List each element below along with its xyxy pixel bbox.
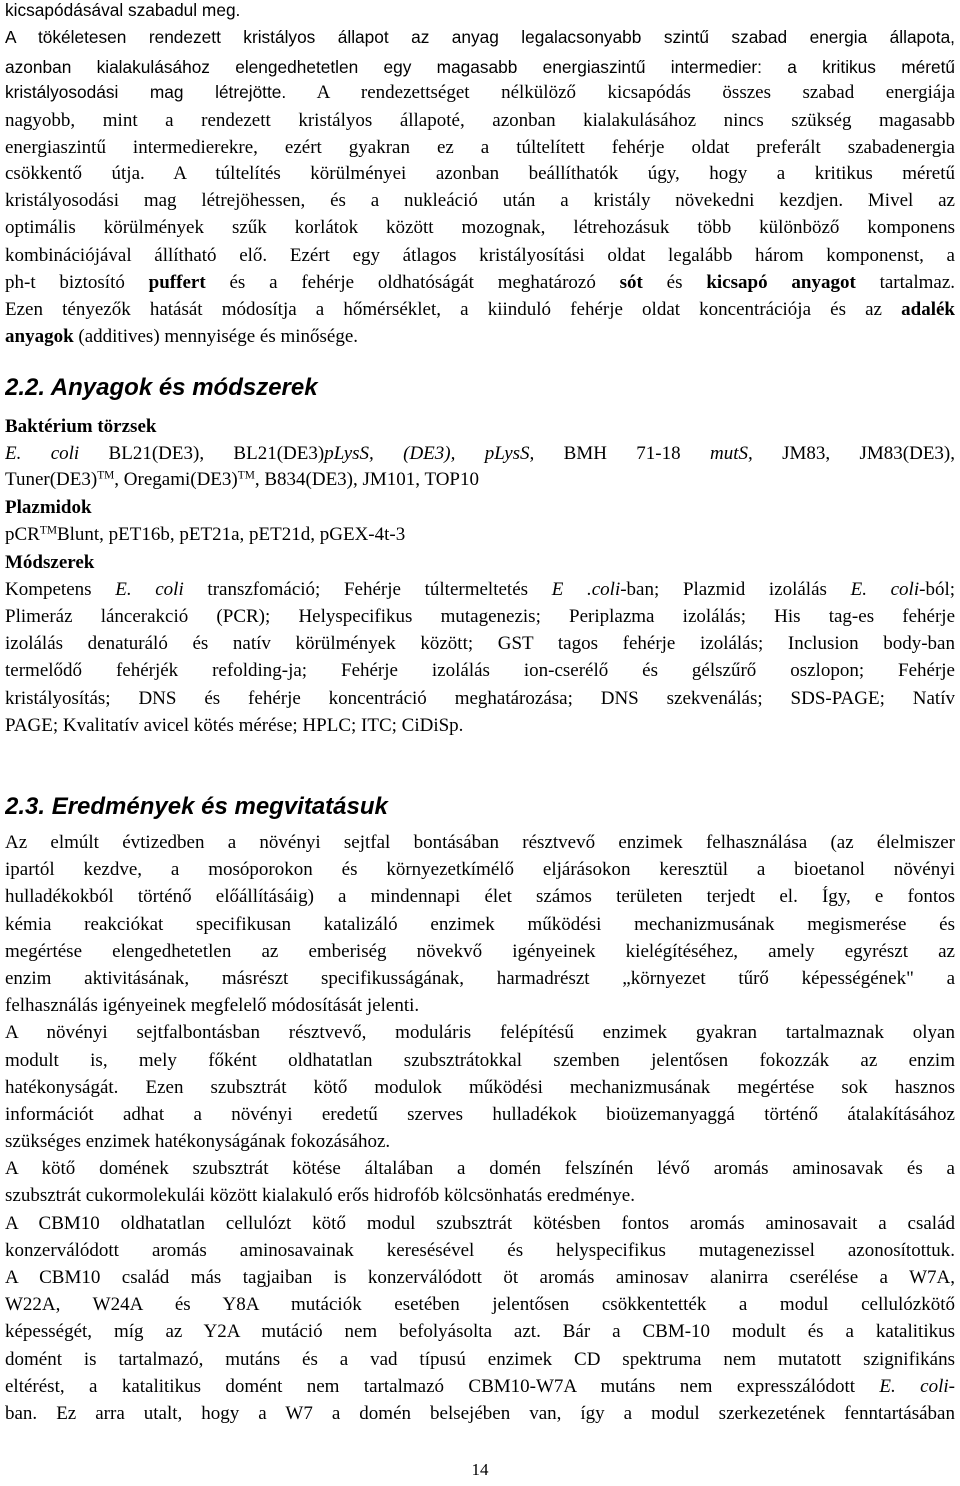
text-span: hulladékokból történő előállításáig) a mindennapi élet számos területen terjedt el. Így, e fontos: [5, 886, 955, 907]
text-span: -ból;: [919, 579, 955, 600]
text-span: A növényi sejtfalbontásban résztvevő, moduláris felépítésű enzimek gyakran tartalmaznak olyan: [5, 1022, 955, 1043]
italic-term: E. coli: [5, 443, 80, 464]
trademark-sup: TM: [97, 469, 115, 482]
text-span: energiaszintű intermedierekre, ezért gyakran ez a túltelített fehérje oldat preferált szabadenergia: [5, 137, 955, 158]
text-span: kristályosítás; DNS és fehérje koncentráció meghatározása; DNS szekvenálás; SDS-PAGE; Natív: [5, 688, 955, 709]
italic-term: E .coli: [551, 579, 621, 600]
italic-term: E. coli-: [879, 1376, 955, 1397]
text-span: szükséges enzimek hatékonyságának fokozásához.: [5, 1131, 391, 1152]
results-line: [5, 941, 955, 963]
methods-line: [5, 633, 955, 655]
text-span: A kötő domének szubsztrát kötése általában a domén felszínén lévő aromás aminosavak és a: [5, 1158, 955, 1179]
results-line: [5, 1403, 955, 1425]
text-span: izolálás denaturáló és natív körülmények között; GST tagos fehérje izolálás; Inclusion body-ban: [5, 633, 955, 654]
italic-term: (DE3), pLysS,: [373, 443, 535, 464]
text-span: Az elmúlt évtizedben a növényi sejtfal bontásában résztvevő enzimek felhasználása (az élelmiszer: [5, 832, 955, 853]
bold-term: kicsapó anyagot: [706, 272, 856, 293]
results-line: [5, 1376, 955, 1398]
text-span: domént is tartalmazó, mutáns és a vad típusú enzimek CD spektruma nem mutatott szignifikáns: [5, 1349, 955, 1370]
results-line: [5, 995, 955, 1017]
text-span: , B834(DE3), JM101, TOP10: [254, 469, 479, 490]
text-span: hatékonyságát. Ezen szubsztrát kötő modulok működési mechanizmusának megértése sok hasznos: [5, 1077, 955, 1098]
text-span: ipartól kezdve, a mosóporokon és környezetkímélő eljárásokon keresztül a bioetanol növényi: [5, 859, 955, 880]
text-span: Blunt, pET16b, pET21a, pET21d, pGEX-4t-3: [56, 524, 406, 545]
intro-line: [5, 0, 955, 21]
text-span: kristályosodási mag létrejöhessen, és a nukleáció után a kristály növekedni kezdjen. Mivel az: [5, 190, 955, 211]
text-span: ban. Ez arra utalt, hogy a W7 a domén belsejében van, így a modul szerkezetének fenntartásában: [5, 1403, 955, 1424]
text-span: optimális körülmények szűk korlátok között mozognak, létrehozásuk több különböző komponens: [5, 217, 955, 238]
results-line: [5, 1104, 955, 1126]
intro-line: [5, 326, 955, 348]
text-span: eltérést, a katalitikus domént nem tartalmazó CBM10-W7A mutáns nem expresszálódott: [5, 1376, 880, 1397]
methods-line: [5, 579, 955, 601]
bold-term: anyagok: [5, 326, 74, 347]
text-span: transzfomáció; Fehérje túltermeltetés: [183, 579, 552, 600]
intro-line: [5, 110, 955, 132]
results-line: [5, 1213, 955, 1235]
text-span: tartalmaz.: [855, 272, 955, 293]
trademark-sup: TM: [237, 469, 255, 482]
text-span: kicsapódásával szabadul meg.: [5, 0, 241, 20]
methods-line: [5, 688, 955, 710]
results-line: [5, 1131, 955, 1153]
intro-line: [5, 299, 955, 321]
intro-line: [5, 137, 955, 159]
intro-line: [5, 245, 955, 267]
results-line: [5, 1294, 955, 1316]
italic-term: E. coli: [115, 579, 184, 600]
intro-line: [5, 217, 955, 239]
text-span: termelődő fehérjék refolding-ja; Fehérje izolálás ion-cserélő és gélszűrő oszlopon; Fehérje: [5, 660, 955, 681]
text-span: , Oregami(DE3): [114, 469, 238, 490]
intro-line: [5, 82, 955, 104]
text-span: A tökéletesen rendezett kristályos állapot az anyag legalacsonyabb szintű szabad energia állapota,: [5, 27, 955, 47]
results-line: [5, 886, 955, 908]
text-span: A CBM10 oldhatatlan cellulózt kötő modul szubsztrát kötésben fontos aromás aminosavait a család: [5, 1213, 955, 1234]
text-span: W22A, W24A és Y8A mutációk esetében jelentősen csökkentették a modul cellulózkötő: [5, 1294, 955, 1315]
results-line: [5, 832, 955, 854]
intro-line: [5, 57, 955, 78]
text-span: BL21(DE3), BL21(DE3): [79, 443, 325, 464]
text-span: csökkentő útja.: [5, 163, 145, 184]
results-line: [5, 1267, 955, 1289]
page-number: 14: [471, 1460, 489, 1479]
text-span: és: [642, 272, 707, 293]
results-line: [5, 1185, 955, 1207]
results-line: [5, 968, 955, 990]
text-span: pCR: [5, 524, 40, 545]
bold-term: sót: [619, 272, 643, 293]
results-line: [5, 1240, 955, 1262]
text-span: Tuner(DE3): [5, 469, 98, 490]
intro-line: [5, 163, 955, 185]
results-line: [5, 1022, 955, 1044]
results-line: [5, 1158, 955, 1180]
text-span: Kompetens: [5, 579, 116, 600]
text-span: -ban; Plazmid izolálás: [620, 579, 851, 600]
subheading-plasmids: Plazmidok: [5, 497, 92, 518]
text-span: kristályosodási mag létrejötte.: [5, 82, 287, 102]
text-span: A rendezettséget nélkülöző kicsapódás összes szabad energiája: [286, 82, 955, 103]
results-line: [5, 859, 955, 881]
bold-term: adalék: [901, 299, 955, 320]
trademark-sup: TM: [39, 524, 57, 537]
text-span: A túltelítés körülményei azonban beállíthatók úgy, hogy a kritikus méretű: [144, 163, 955, 184]
results-line: [5, 914, 955, 936]
methods-line: [5, 606, 955, 628]
text-span: Plimeráz láncerakció (PCR); Helyspecifikus mutagenezis; Periplazma izolálás; His tag-es fehérje: [5, 606, 955, 627]
intro-line: [5, 27, 955, 48]
text-span: ph-t biztosító: [5, 272, 149, 293]
text-span: (additives) mennyisége és minősége.: [73, 326, 359, 347]
section-heading-2-3: 2.3. Eredmények és megvitatásuk: [5, 793, 388, 820]
text-span: konzerválódott aromás aminosavainak keresésével és helyspecifikus mutagenezissel azonosítottuk.: [5, 1240, 955, 1261]
bacteria-line: [5, 443, 955, 465]
text-span: Ezen tényezők hatását módosítja a hőmérséklet, a kiinduló fehérje oldat koncentrációja és az: [5, 299, 902, 320]
text-span: enzim aktivitásának, másrészt specifikusságának, harmadrészt „környezet tűrő képességének" a: [5, 968, 955, 989]
subheading-bacteria: Baktérium törzsek: [5, 416, 157, 437]
text-span: szubsztrát cukormolekulái között kialakuló erős hidrofób kölcsönhatás eredménye.: [5, 1185, 635, 1206]
results-line: [5, 1321, 955, 1343]
results-line: [5, 1349, 955, 1371]
results-line: [5, 1077, 955, 1099]
text-span: nagyobb, mint a rendezett kristályos állapoté, azonban kialakulásához nincs szükség magasabb: [5, 110, 955, 131]
bacteria-line: [5, 469, 955, 491]
subheading-methods: Módszerek: [5, 552, 95, 573]
italic-term: pLysS,: [324, 443, 374, 464]
text-span: kombinációjával állítható elő. Ezért egy átlagos kristályosítási oldat legalább három komponenst, a: [5, 245, 955, 266]
text-span: megértése elengedhetetlen az emberiség növekvő igényeinek kielégítéséhez, amely egyrészt az: [5, 941, 955, 962]
section-heading-2-2: 2.2. Anyagok és módszerek: [5, 374, 318, 401]
italic-term: E. coli: [850, 579, 920, 600]
methods-line: [5, 715, 955, 737]
text-span: felhasználás igényeinek megfelelő módosítását jelenti.: [5, 995, 420, 1016]
intro-line: [5, 272, 955, 294]
plasmid-line: [5, 524, 955, 546]
text-span: modult is, mely főként oldhatatlan szubsztrátokkal szemben jelentősen fokozzák az enzim: [5, 1050, 955, 1071]
text-span: képességét, míg az Y2A mutáció nem befolyásolta azt. Bár a CBM-10 modult és a katalitikus: [5, 1321, 955, 1342]
text-span: PAGE; Kvalitatív avicel kötés mérése; HPLC; ITC; CiDiSp.: [5, 715, 464, 736]
text-span: A CBM10 család más tagjaiban is konzerválódott öt aromás aminosav alanirra cserélése a W7A,: [5, 1267, 955, 1288]
bold-term: puffert: [148, 272, 206, 293]
italic-term: mutS,: [709, 443, 753, 464]
results-line: [5, 1050, 955, 1072]
text-span: információt adhat a növényi eredetű szerves hulladékok bioüzemanyaggá történő átalakításához: [5, 1104, 955, 1125]
intro-line: [5, 190, 955, 212]
methods-line: [5, 660, 955, 682]
text-span: és a fehérje oldhatóságát meghatározó: [205, 272, 620, 293]
text-span: BMH 71-18: [534, 443, 710, 464]
text-span: azonban kialakulásához elengedhetetlen egy magasabb energiaszintű intermedier: a kritikus méretű: [5, 57, 955, 77]
text-span: JM83, JM83(DE3),: [752, 443, 955, 464]
text-span: kémia reakciókat specifikusan katalizáló enzimek működési mechanizmusának megismerése és: [5, 914, 955, 935]
